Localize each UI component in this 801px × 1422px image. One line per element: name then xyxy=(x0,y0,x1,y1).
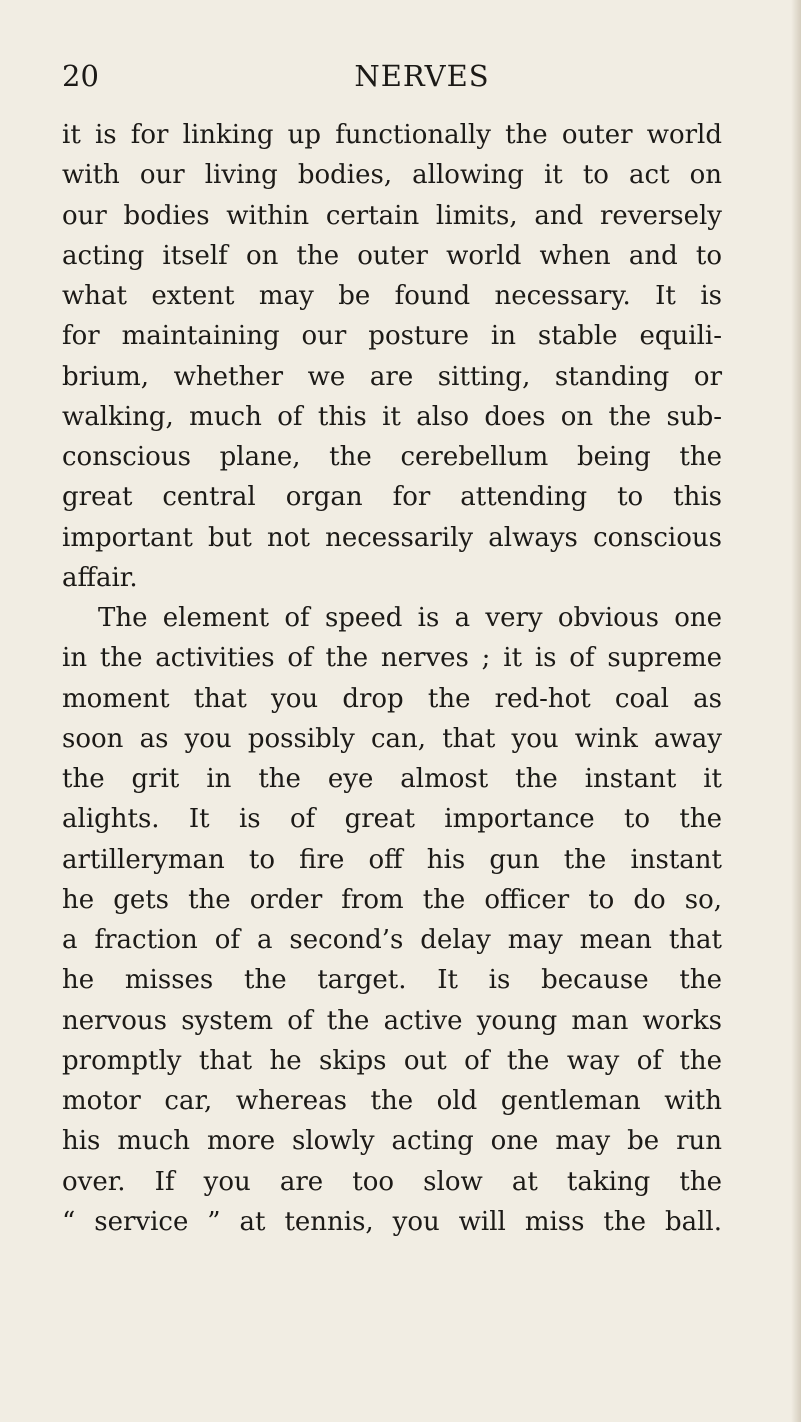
text-line: motor car, whereas the old gentleman with xyxy=(62,1086,722,1116)
text-line: over. If you are too slow at taking the xyxy=(62,1166,722,1197)
text-line: acting itself on the outer world when and to xyxy=(62,240,722,271)
text-line: with our living bodies, allowing it to act on xyxy=(62,160,722,191)
text-line: it is for linking up functionally the outer world xyxy=(62,120,722,150)
text-line: walking, much of this it also does on the sub- xyxy=(62,401,722,432)
text-line: brium, whether we are sitting, standing or xyxy=(62,361,722,392)
text-line: nervous system of the active young man works xyxy=(62,1005,722,1036)
text-line: he misses the target. It is because the xyxy=(62,965,722,996)
text-line: what extent may be found necessary. It is xyxy=(62,281,722,311)
text-line: our bodies within certain limits, and reversely xyxy=(62,200,722,231)
running-head xyxy=(62,56,722,96)
page-number: 20 xyxy=(62,59,99,93)
running-title: NERVES xyxy=(354,59,490,93)
text-line: he gets the order from the officer to do so, xyxy=(62,884,722,915)
body-text xyxy=(62,115,722,1242)
page-edge-shadow xyxy=(791,0,801,1422)
text-line: affair. xyxy=(62,562,138,593)
text-line: important but not necessarily always conscious xyxy=(62,522,722,553)
text-line: his much more slowly acting one may be run xyxy=(62,1126,722,1157)
text-line: conscious plane, the cerebellum being the xyxy=(62,442,722,472)
text-line: promptly that he skips out of the way of the xyxy=(62,1045,722,1076)
text-line: artilleryman to fire off his gun the instant xyxy=(62,844,722,875)
text-line: alights. It is of great importance to the xyxy=(62,804,722,835)
text-line: great central organ for attending to this xyxy=(62,482,722,513)
text-line: the grit in the eye almost the instant it xyxy=(62,764,722,794)
text-line: “ service ” at tennis, you will miss the ball. xyxy=(62,1206,722,1237)
text-line: a fraction of a second’s delay may mean that xyxy=(62,925,722,955)
text-line: soon as you possibly can, that you wink away xyxy=(62,723,722,754)
text-line: in the activities of the nerves ; it is of supreme xyxy=(62,643,722,674)
paragraph-start-line: The element of speed is a very obvious one xyxy=(98,603,722,633)
text-line: moment that you drop the red-hot coal as xyxy=(62,683,722,714)
text-line: for maintaining our posture in stable equili- xyxy=(62,321,722,352)
